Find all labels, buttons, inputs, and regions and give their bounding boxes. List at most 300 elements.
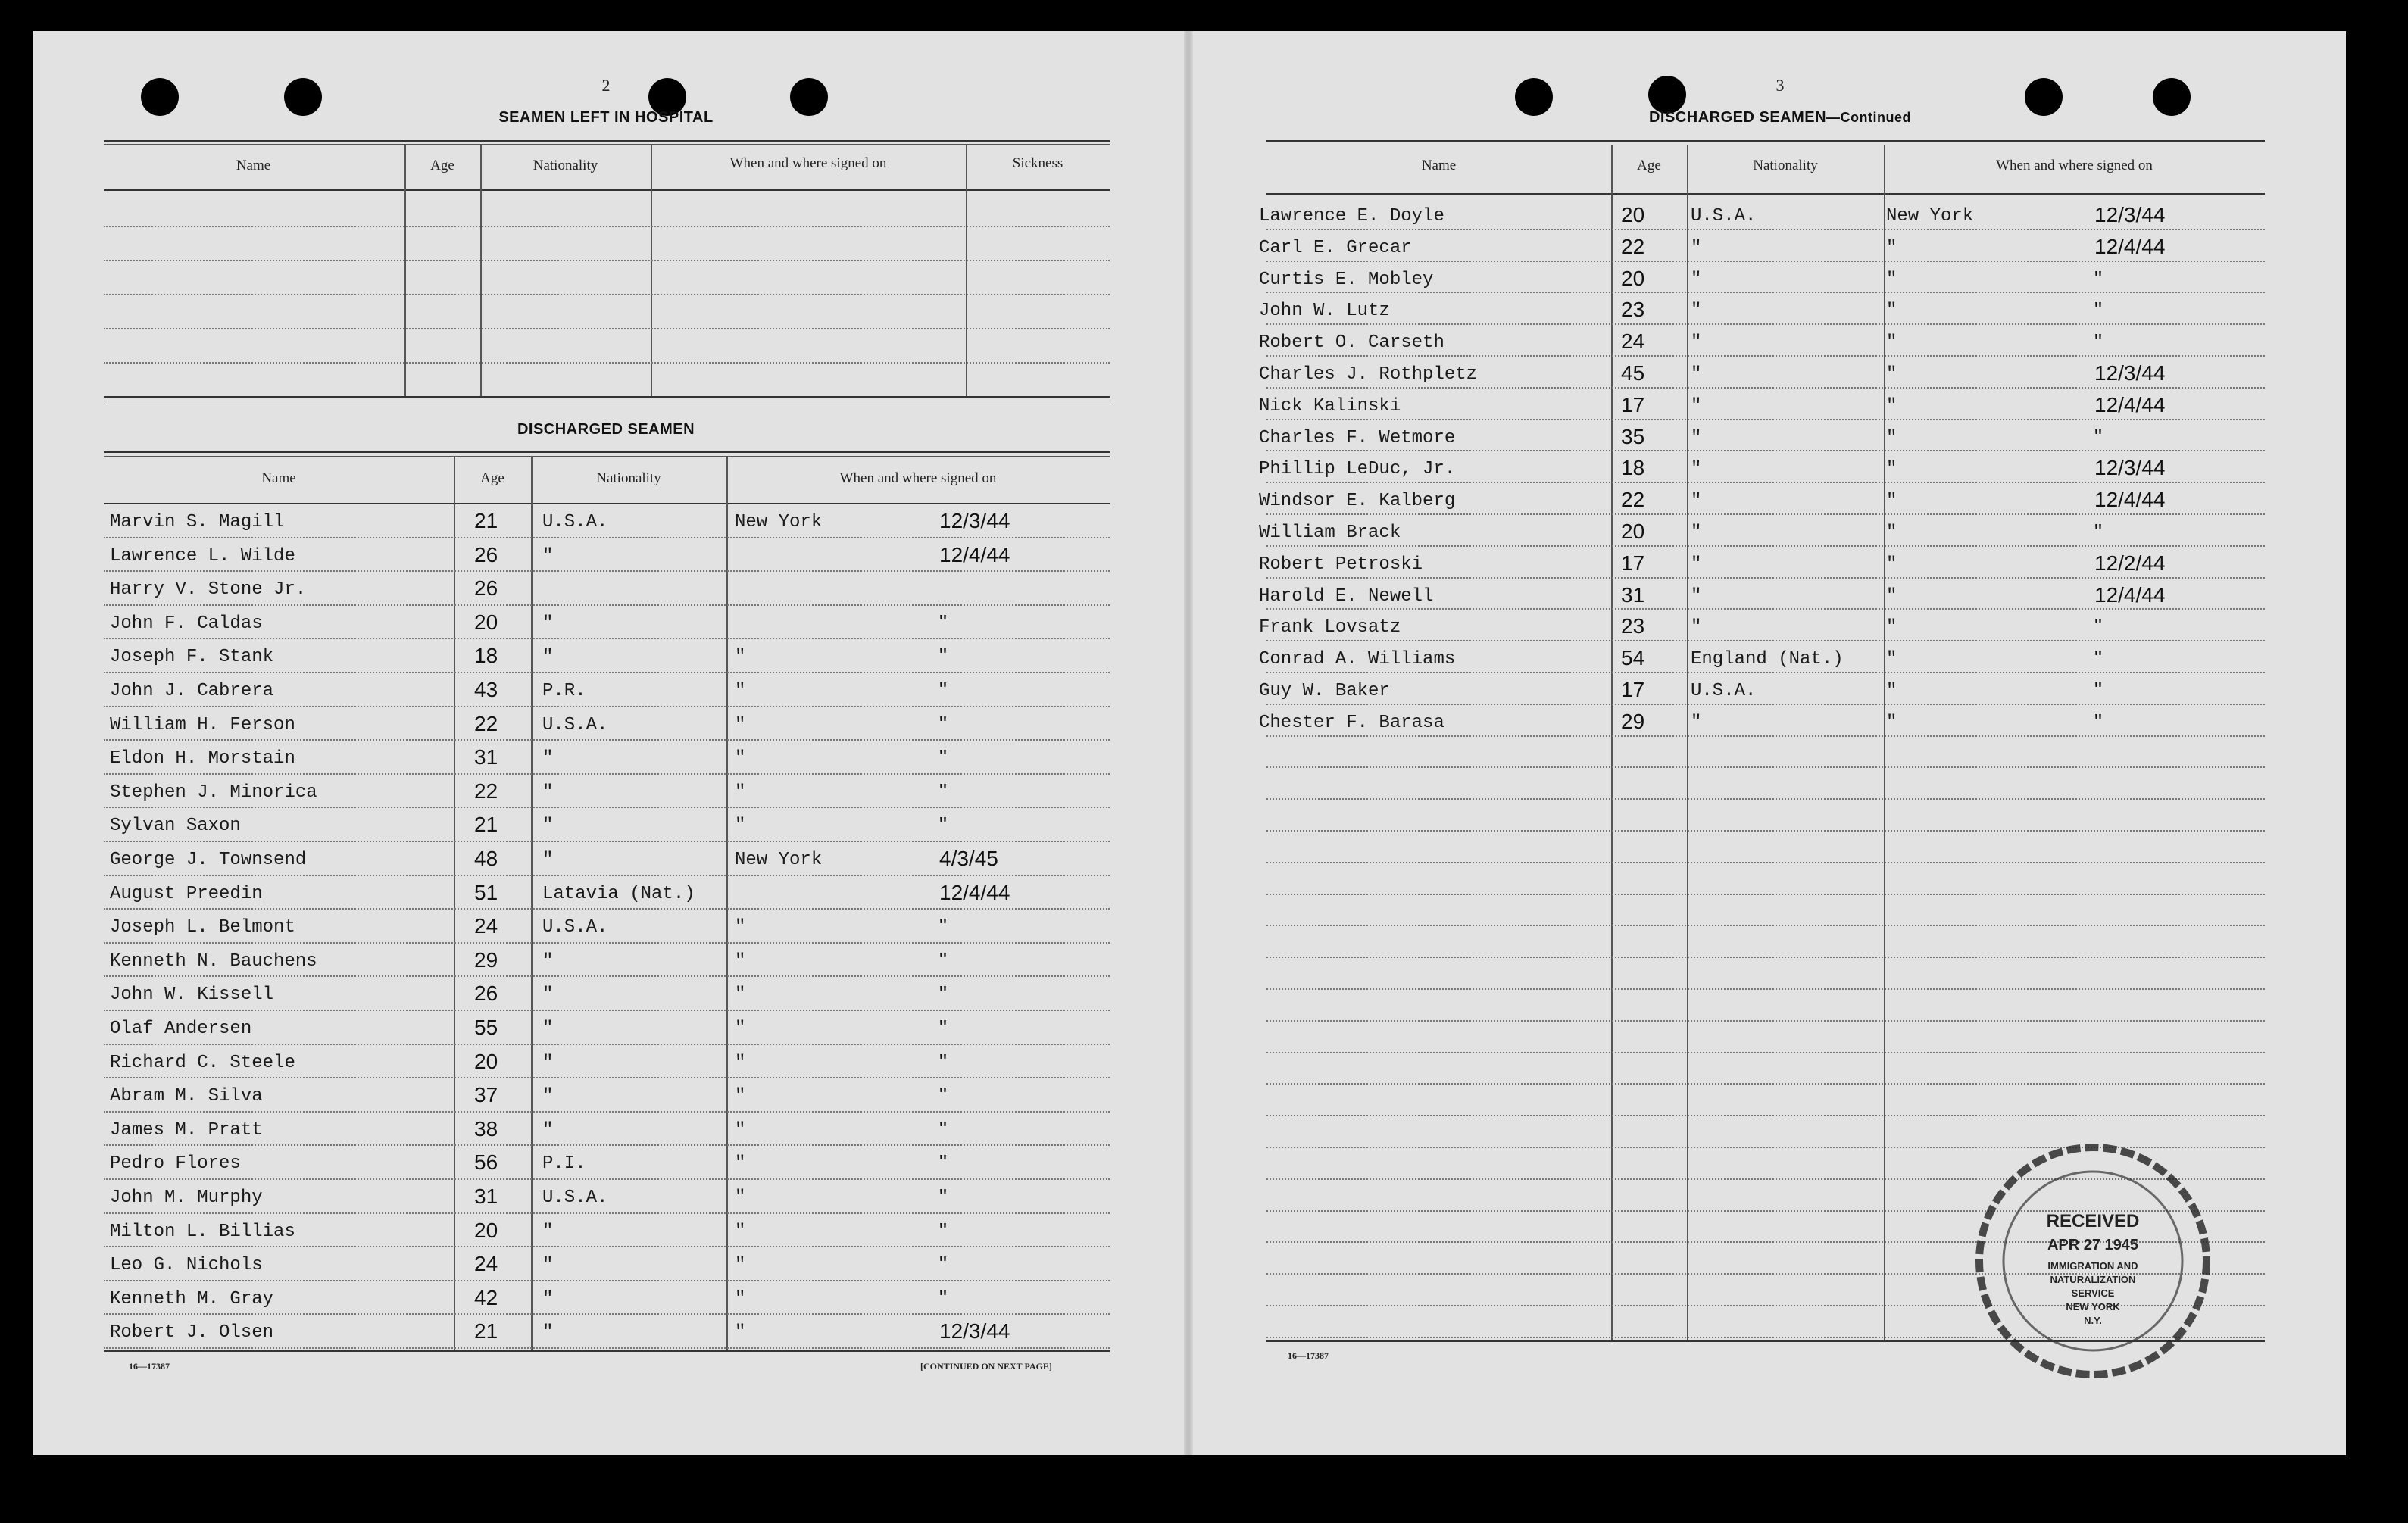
seaman-signed-date: " <box>939 745 947 769</box>
seaman-age: 22 <box>1621 234 1645 258</box>
table-rule <box>104 456 1110 457</box>
seaman-signed-place: " <box>1886 459 1897 480</box>
seaman-name: James M. Pratt <box>110 1119 263 1141</box>
seaman-age: 20 <box>474 1218 498 1242</box>
seaman-age: 24 <box>1621 329 1645 354</box>
seaman-age: 43 <box>474 678 498 701</box>
stamp-line5: NEW YORK <box>2066 1301 2120 1312</box>
stamp-line6: N.Y. <box>2084 1315 2102 1326</box>
seaman-age: 24 <box>474 914 498 938</box>
seaman-age: 17 <box>1621 392 1645 417</box>
seaman-nationality: " <box>1691 332 1702 354</box>
seaman-name: Robert Petroski <box>1259 554 1423 575</box>
seaman-signed-place: " <box>1886 649 1897 670</box>
seaman-signed-date: " <box>939 813 947 837</box>
seaman-signed-place: New York <box>735 850 823 870</box>
seaman-nationality: " <box>542 613 554 634</box>
seaman-age: 20 <box>474 1049 498 1073</box>
discharged-col-nationality: Nationality <box>596 470 661 486</box>
hospital-col-age: Age <box>430 158 454 173</box>
seaman-signed-date: " <box>939 1049 947 1073</box>
page-fold <box>1184 31 1193 1455</box>
seaman-name: Eldon H. Morstain <box>110 748 295 769</box>
seaman-signed-date: 12/3/44 <box>939 1319 1010 1344</box>
seaman-nationality: " <box>1691 712 1702 733</box>
seaman-signed-date: " <box>939 678 947 701</box>
seaman-age: 22 <box>474 711 498 735</box>
seaman-name: John J. Cabrera <box>110 681 274 701</box>
seaman-name: Charles J. Rothpletz <box>1259 364 1478 385</box>
seaman-age: 56 <box>474 1150 498 1175</box>
seaman-nationality: England (Nat.) <box>1691 649 1844 670</box>
seaman-nationality: U.S.A. <box>542 1188 608 1208</box>
column-divider <box>966 144 967 398</box>
seaman-signed-place: " <box>1886 554 1897 575</box>
seaman-name: George J. Townsend <box>110 850 307 870</box>
seaman-name: Robert J. Olsen <box>110 1322 274 1344</box>
entry-line <box>1266 513 2265 515</box>
seaman-signed-date: " <box>939 1116 947 1141</box>
entry-line <box>104 1111 1110 1113</box>
entry-line <box>1266 608 2265 610</box>
seaman-signed-place: " <box>735 782 746 803</box>
seaman-signed-place: " <box>735 1086 746 1107</box>
seaman-age: 20 <box>1621 266 1645 290</box>
entry-line <box>1266 387 2265 389</box>
entry-line <box>1266 988 2265 990</box>
seaman-signed-place: " <box>735 1288 746 1309</box>
seaman-name: Olaf Andersen <box>110 1019 252 1039</box>
entry-line <box>104 672 1110 673</box>
seaman-nationality: " <box>1691 523 1702 543</box>
entry-line <box>104 537 1110 538</box>
seaman-name: Sylvan Saxon <box>110 816 241 837</box>
entry-line <box>1266 450 2265 451</box>
entry-line <box>1266 577 2265 579</box>
column-divider <box>404 144 406 398</box>
continued-col-nationality: Nationality <box>1753 158 1818 173</box>
entry-line <box>1266 1083 2265 1085</box>
table-rule <box>104 396 1110 398</box>
seaman-name: Conrad A. Williams <box>1259 649 1456 670</box>
form-number: 16—17387 <box>129 1361 170 1372</box>
seaman-age: 31 <box>1621 582 1645 607</box>
seaman-age: 20 <box>1621 203 1645 226</box>
seaman-signed-date: " <box>939 1150 947 1175</box>
entry-line <box>104 706 1110 707</box>
entry-line <box>104 942 1110 944</box>
stamp-line3: NATURALIZATION <box>2050 1274 2136 1285</box>
seaman-signed-date: " <box>939 644 947 668</box>
seaman-age: 54 <box>1621 646 1645 670</box>
seaman-name: Harold E. Newell <box>1259 585 1434 607</box>
entry-line <box>1266 1115 2265 1116</box>
table-rule <box>104 140 1110 142</box>
seaman-name: Harry V. Stone Jr. <box>110 579 307 601</box>
seaman-signed-date: 12/3/44 <box>2094 456 2166 480</box>
entry-line <box>104 294 1110 295</box>
seaman-nationality: " <box>1691 301 1702 322</box>
seaman-name: Curtis E. Mobley <box>1259 269 1434 290</box>
seaman-name: Marvin S. Magill <box>110 512 285 532</box>
entry-line <box>104 1178 1110 1180</box>
seaman-age: 23 <box>1621 298 1645 322</box>
seaman-nationality: Latavia (Nat.) <box>542 883 695 904</box>
seaman-age: 22 <box>1621 488 1645 512</box>
entry-line <box>1266 292 2265 293</box>
seaman-signed-place: " <box>735 1188 746 1208</box>
entry-line <box>1266 735 2265 737</box>
seaman-nationality: U.S.A. <box>1691 206 1757 226</box>
entry-line <box>1266 894 2265 895</box>
entry-line <box>104 975 1110 977</box>
seaman-name: Nick Kalinski <box>1259 395 1401 417</box>
seaman-signed-date: " <box>939 711 947 735</box>
seaman-nationality: " <box>542 1255 554 1276</box>
seaman-name: Kenneth N. Bauchens <box>110 950 317 972</box>
seaman-nationality: " <box>542 950 554 972</box>
seaman-nationality: " <box>1691 269 1702 290</box>
seaman-nationality: " <box>1691 554 1702 575</box>
punch-hole <box>2025 78 2063 116</box>
entry-line <box>104 875 1110 876</box>
seaman-age: 48 <box>474 847 498 870</box>
entry-line <box>1266 672 2265 673</box>
seaman-signed-place: New York <box>1886 206 1974 226</box>
entry-line <box>104 260 1110 261</box>
seaman-nationality: " <box>1691 585 1702 607</box>
seaman-signed-date: " <box>939 610 947 634</box>
seaman-name: Windsor E. Kalberg <box>1259 491 1456 512</box>
discharged-col-age: Age <box>480 470 504 486</box>
seaman-nationality: U.S.A. <box>1691 681 1757 701</box>
seaman-signed-place: " <box>735 1052 746 1073</box>
seaman-name: Abram M. Silva <box>110 1086 263 1107</box>
seaman-nationality: " <box>542 545 554 566</box>
seaman-signed-date: " <box>939 1218 947 1242</box>
seaman-signed-place: " <box>1886 523 1897 543</box>
entry-line <box>1266 323 2265 325</box>
seaman-age: 29 <box>474 947 498 972</box>
seaman-signed-place: " <box>1886 395 1897 417</box>
table-rule <box>104 189 1110 191</box>
seaman-signed-date: 12/4/44 <box>2094 392 2166 417</box>
entry-line <box>104 1010 1110 1011</box>
seaman-signed-date: 12/4/44 <box>2094 234 2166 258</box>
punch-hole <box>2153 78 2191 116</box>
seaman-age: 17 <box>1621 551 1645 575</box>
entry-line <box>1266 355 2265 357</box>
seaman-signed-date: " <box>939 1016 947 1039</box>
page-number: 2 <box>601 76 611 95</box>
seaman-signed-place: " <box>1886 364 1897 385</box>
seaman-age: 55 <box>474 1016 498 1039</box>
seaman-signed-date: " <box>939 1252 947 1276</box>
entry-line <box>1266 862 2265 863</box>
seaman-age: 21 <box>474 813 498 837</box>
seaman-name: August Preedin <box>110 883 263 904</box>
seaman-nationality: U.S.A. <box>542 917 608 938</box>
seaman-age: 42 <box>474 1285 498 1309</box>
seaman-signed-place: " <box>735 647 746 668</box>
column-divider <box>480 144 482 398</box>
punch-hole <box>790 78 828 116</box>
seaman-signed-place: " <box>735 950 746 972</box>
table-rule <box>104 451 1110 453</box>
stamp-date: APR 27 1945 <box>2047 1237 2139 1253</box>
discharged-col-signed-on: When and where signed on <box>839 470 997 486</box>
seaman-nationality: " <box>1691 617 1702 638</box>
entry-line <box>1266 640 2265 641</box>
column-divider <box>454 456 455 1352</box>
seaman-signed-place: " <box>735 748 746 769</box>
entry-line <box>104 841 1110 842</box>
seaman-signed-date: " <box>939 914 947 938</box>
seaman-age: 35 <box>1621 424 1645 448</box>
seaman-name: John F. Caldas <box>110 613 263 634</box>
seaman-signed-date: " <box>939 1184 947 1208</box>
entry-line <box>104 807 1110 808</box>
seaman-name: Kenneth M. Gray <box>110 1288 274 1309</box>
seaman-nationality: " <box>542 1119 554 1141</box>
seaman-nationality: " <box>542 816 554 837</box>
seaman-signed-date: 12/4/44 <box>2094 582 2166 607</box>
seaman-age: 31 <box>474 1184 498 1208</box>
received-stamp <box>1968 1136 2218 1386</box>
seaman-name: Phillip LeDuc, Jr. <box>1259 459 1456 480</box>
entry-line <box>104 1280 1110 1281</box>
seaman-signed-place: " <box>1886 237 1897 258</box>
seaman-signed-place: " <box>1886 712 1897 733</box>
entry-line <box>104 1246 1110 1247</box>
table-rule <box>104 503 1110 504</box>
seaman-signed-date: " <box>2094 709 2102 733</box>
seaman-nationality: " <box>1691 459 1702 480</box>
seaman-signed-date: " <box>2094 266 2102 290</box>
seaman-signed-date: 12/4/44 <box>939 880 1010 904</box>
seaman-age: 18 <box>474 644 498 668</box>
seaman-name: Lawrence L. Wilde <box>110 545 295 566</box>
seaman-age: 17 <box>1621 678 1645 701</box>
entry-line <box>104 739 1110 741</box>
entry-line <box>104 1044 1110 1045</box>
seaman-name: Charles F. Wetmore <box>1259 427 1456 448</box>
seaman-age: 22 <box>474 779 498 803</box>
seaman-age: 21 <box>474 509 498 532</box>
seaman-signed-date: " <box>2094 678 2102 701</box>
seaman-name: Robert O. Carseth <box>1259 332 1444 354</box>
seaman-signed-place: " <box>735 1221 746 1242</box>
seaman-name: William H. Ferson <box>110 714 295 735</box>
seaman-signed-place: " <box>735 1119 746 1141</box>
entry-line <box>1266 925 2265 926</box>
seaman-signed-date: 12/3/44 <box>2094 203 2166 226</box>
seaman-name: Lawrence E. Doyle <box>1259 206 1444 226</box>
seaman-age: 51 <box>474 880 498 904</box>
discharged-section-title: DISCHARGED SEAMEN <box>517 421 695 438</box>
seaman-signed-place: " <box>735 714 746 735</box>
entry-line <box>1266 957 2265 958</box>
entry-line <box>1266 229 2265 230</box>
seaman-age: 26 <box>474 576 498 601</box>
seaman-signed-date: " <box>2094 298 2102 322</box>
seaman-age: 26 <box>474 542 498 566</box>
stamp-line4: SERVICE <box>2071 1287 2115 1299</box>
entry-line <box>104 908 1110 910</box>
hospital-col-sickness: Sickness <box>1012 155 1063 171</box>
title-main: DISCHARGED SEAMEN <box>1648 109 1827 126</box>
seaman-age: 21 <box>474 1319 498 1344</box>
seaman-nationality: " <box>1691 427 1702 448</box>
seaman-nationality: " <box>542 985 554 1006</box>
entry-line <box>1266 766 2265 768</box>
seaman-signed-place: " <box>735 917 746 938</box>
seaman-nationality: " <box>542 748 554 769</box>
seaman-signed-place: " <box>735 816 746 837</box>
seaman-nationality: " <box>1691 237 1702 258</box>
form-number: 16—17387 <box>1288 1350 1329 1361</box>
seaman-age: 29 <box>1621 709 1645 733</box>
seaman-signed-place: " <box>735 1153 746 1175</box>
entry-line <box>104 570 1110 572</box>
seaman-signed-place: " <box>1886 585 1897 607</box>
entry-line <box>104 1077 1110 1078</box>
entry-line <box>1266 419 2265 420</box>
seaman-signed-date: 4/3/45 <box>939 847 998 870</box>
seaman-signed-place: " <box>1886 617 1897 638</box>
seaman-signed-date: " <box>2094 614 2102 638</box>
continued-col-age: Age <box>1637 158 1661 173</box>
seaman-nationality: " <box>542 1221 554 1242</box>
page-number: 3 <box>1776 76 1785 95</box>
seaman-name: Milton L. Billias <box>110 1221 295 1242</box>
seaman-nationality: P.R. <box>542 681 586 701</box>
seaman-signed-date: " <box>2094 646 2102 670</box>
seaman-name: John M. Murphy <box>110 1188 263 1208</box>
seaman-nationality: " <box>1691 395 1702 417</box>
seaman-signed-date: 12/3/44 <box>2094 361 2166 385</box>
seaman-age: 31 <box>474 745 498 769</box>
hospital-col-nationality: Nationality <box>533 158 598 173</box>
seaman-name: John W. Lutz <box>1259 301 1390 322</box>
seaman-signed-place: " <box>735 1019 746 1039</box>
seaman-nationality: " <box>542 647 554 668</box>
seaman-age: 18 <box>1621 456 1645 480</box>
seaman-signed-date: 12/4/44 <box>939 542 1010 566</box>
entry-line <box>1266 830 2265 832</box>
table-rule <box>104 1350 1110 1352</box>
seaman-nationality: U.S.A. <box>542 714 608 735</box>
seaman-nationality: " <box>542 1288 554 1309</box>
seaman-signed-date: 12/2/44 <box>2094 551 2166 575</box>
seaman-signed-place: " <box>735 681 746 701</box>
seaman-signed-date: 12/3/44 <box>939 509 1010 532</box>
seaman-name: Carl E. Grecar <box>1259 237 1412 258</box>
seaman-signed-date: " <box>939 982 947 1006</box>
seaman-age: 37 <box>474 1083 498 1107</box>
seaman-signed-place: " <box>735 1255 746 1276</box>
entry-line <box>1266 261 2265 262</box>
column-divider <box>531 456 533 1352</box>
seaman-signed-place: " <box>1886 269 1897 290</box>
seaman-nationality: " <box>542 1086 554 1107</box>
seaman-name: John W. Kissell <box>110 985 274 1006</box>
punch-hole <box>1648 76 1686 114</box>
discharged-col-name: Name <box>261 470 296 486</box>
table-rule <box>1266 140 2265 142</box>
seaman-name: Chester F. Barasa <box>1259 712 1444 733</box>
seaman-age: 23 <box>1621 614 1645 638</box>
entry-line <box>104 362 1110 364</box>
seaman-name: Joseph F. Stank <box>110 647 274 668</box>
seaman-signed-place: " <box>1886 491 1897 512</box>
seaman-signed-place: " <box>1886 427 1897 448</box>
entry-line <box>1266 482 2265 483</box>
title-suffix: —Continued <box>1826 110 1912 125</box>
seaman-nationality: " <box>1691 491 1702 512</box>
seaman-signed-place: " <box>1886 681 1897 701</box>
seaman-signed-place: " <box>735 1322 746 1344</box>
table-rule <box>1266 193 2265 195</box>
entry-line <box>104 1313 1110 1315</box>
seaman-name: Guy W. Baker <box>1259 681 1390 701</box>
seaman-signed-date: " <box>2094 329 2102 354</box>
seaman-nationality: " <box>542 850 554 870</box>
entry-line <box>1266 1020 2265 1022</box>
entry-line <box>1266 1052 2265 1053</box>
seaman-signed-place: " <box>1886 301 1897 322</box>
seaman-nationality: " <box>542 1052 554 1073</box>
entry-line <box>104 1347 1110 1349</box>
entry-line <box>104 1212 1110 1214</box>
seaman-signed-place: " <box>1886 332 1897 354</box>
entry-line <box>104 1144 1110 1146</box>
continued-note: [CONTINUED ON NEXT PAGE] <box>920 1361 1052 1372</box>
seaman-signed-date: " <box>2094 520 2102 543</box>
table-rule <box>104 144 1110 145</box>
seaman-name: Leo G. Nichols <box>110 1255 263 1276</box>
entry-line <box>104 226 1110 227</box>
seaman-signed-date: " <box>939 1285 947 1309</box>
seaman-signed-date: " <box>939 1083 947 1107</box>
seaman-signed-place: New York <box>735 512 823 532</box>
continued-col-name: Name <box>1421 158 1457 173</box>
seaman-name: Richard C. Steele <box>110 1052 295 1073</box>
punch-hole <box>1515 78 1553 116</box>
column-divider <box>651 144 652 398</box>
column-divider <box>726 456 728 1352</box>
entry-line <box>1266 704 2265 705</box>
seaman-name: Frank Lovsatz <box>1259 617 1401 638</box>
entry-line <box>104 638 1110 639</box>
hospital-col-name: Name <box>236 158 271 173</box>
seaman-nationality: U.S.A. <box>542 512 608 532</box>
seaman-signed-date: " <box>939 779 947 803</box>
entry-line <box>1266 545 2265 547</box>
seaman-age: 45 <box>1621 361 1645 385</box>
seaman-age: 20 <box>474 610 498 634</box>
seaman-nationality: " <box>542 782 554 803</box>
seaman-age: 26 <box>474 982 498 1006</box>
seaman-nationality: " <box>542 1322 554 1344</box>
seaman-name: William Brack <box>1259 523 1401 543</box>
entry-line <box>104 773 1110 775</box>
entry-line <box>1266 798 2265 800</box>
seaman-signed-date: 12/4/44 <box>2094 488 2166 512</box>
punch-hole <box>141 78 179 116</box>
seaman-age: 20 <box>1621 520 1645 543</box>
seaman-name: Stephen J. Minorica <box>110 782 317 803</box>
